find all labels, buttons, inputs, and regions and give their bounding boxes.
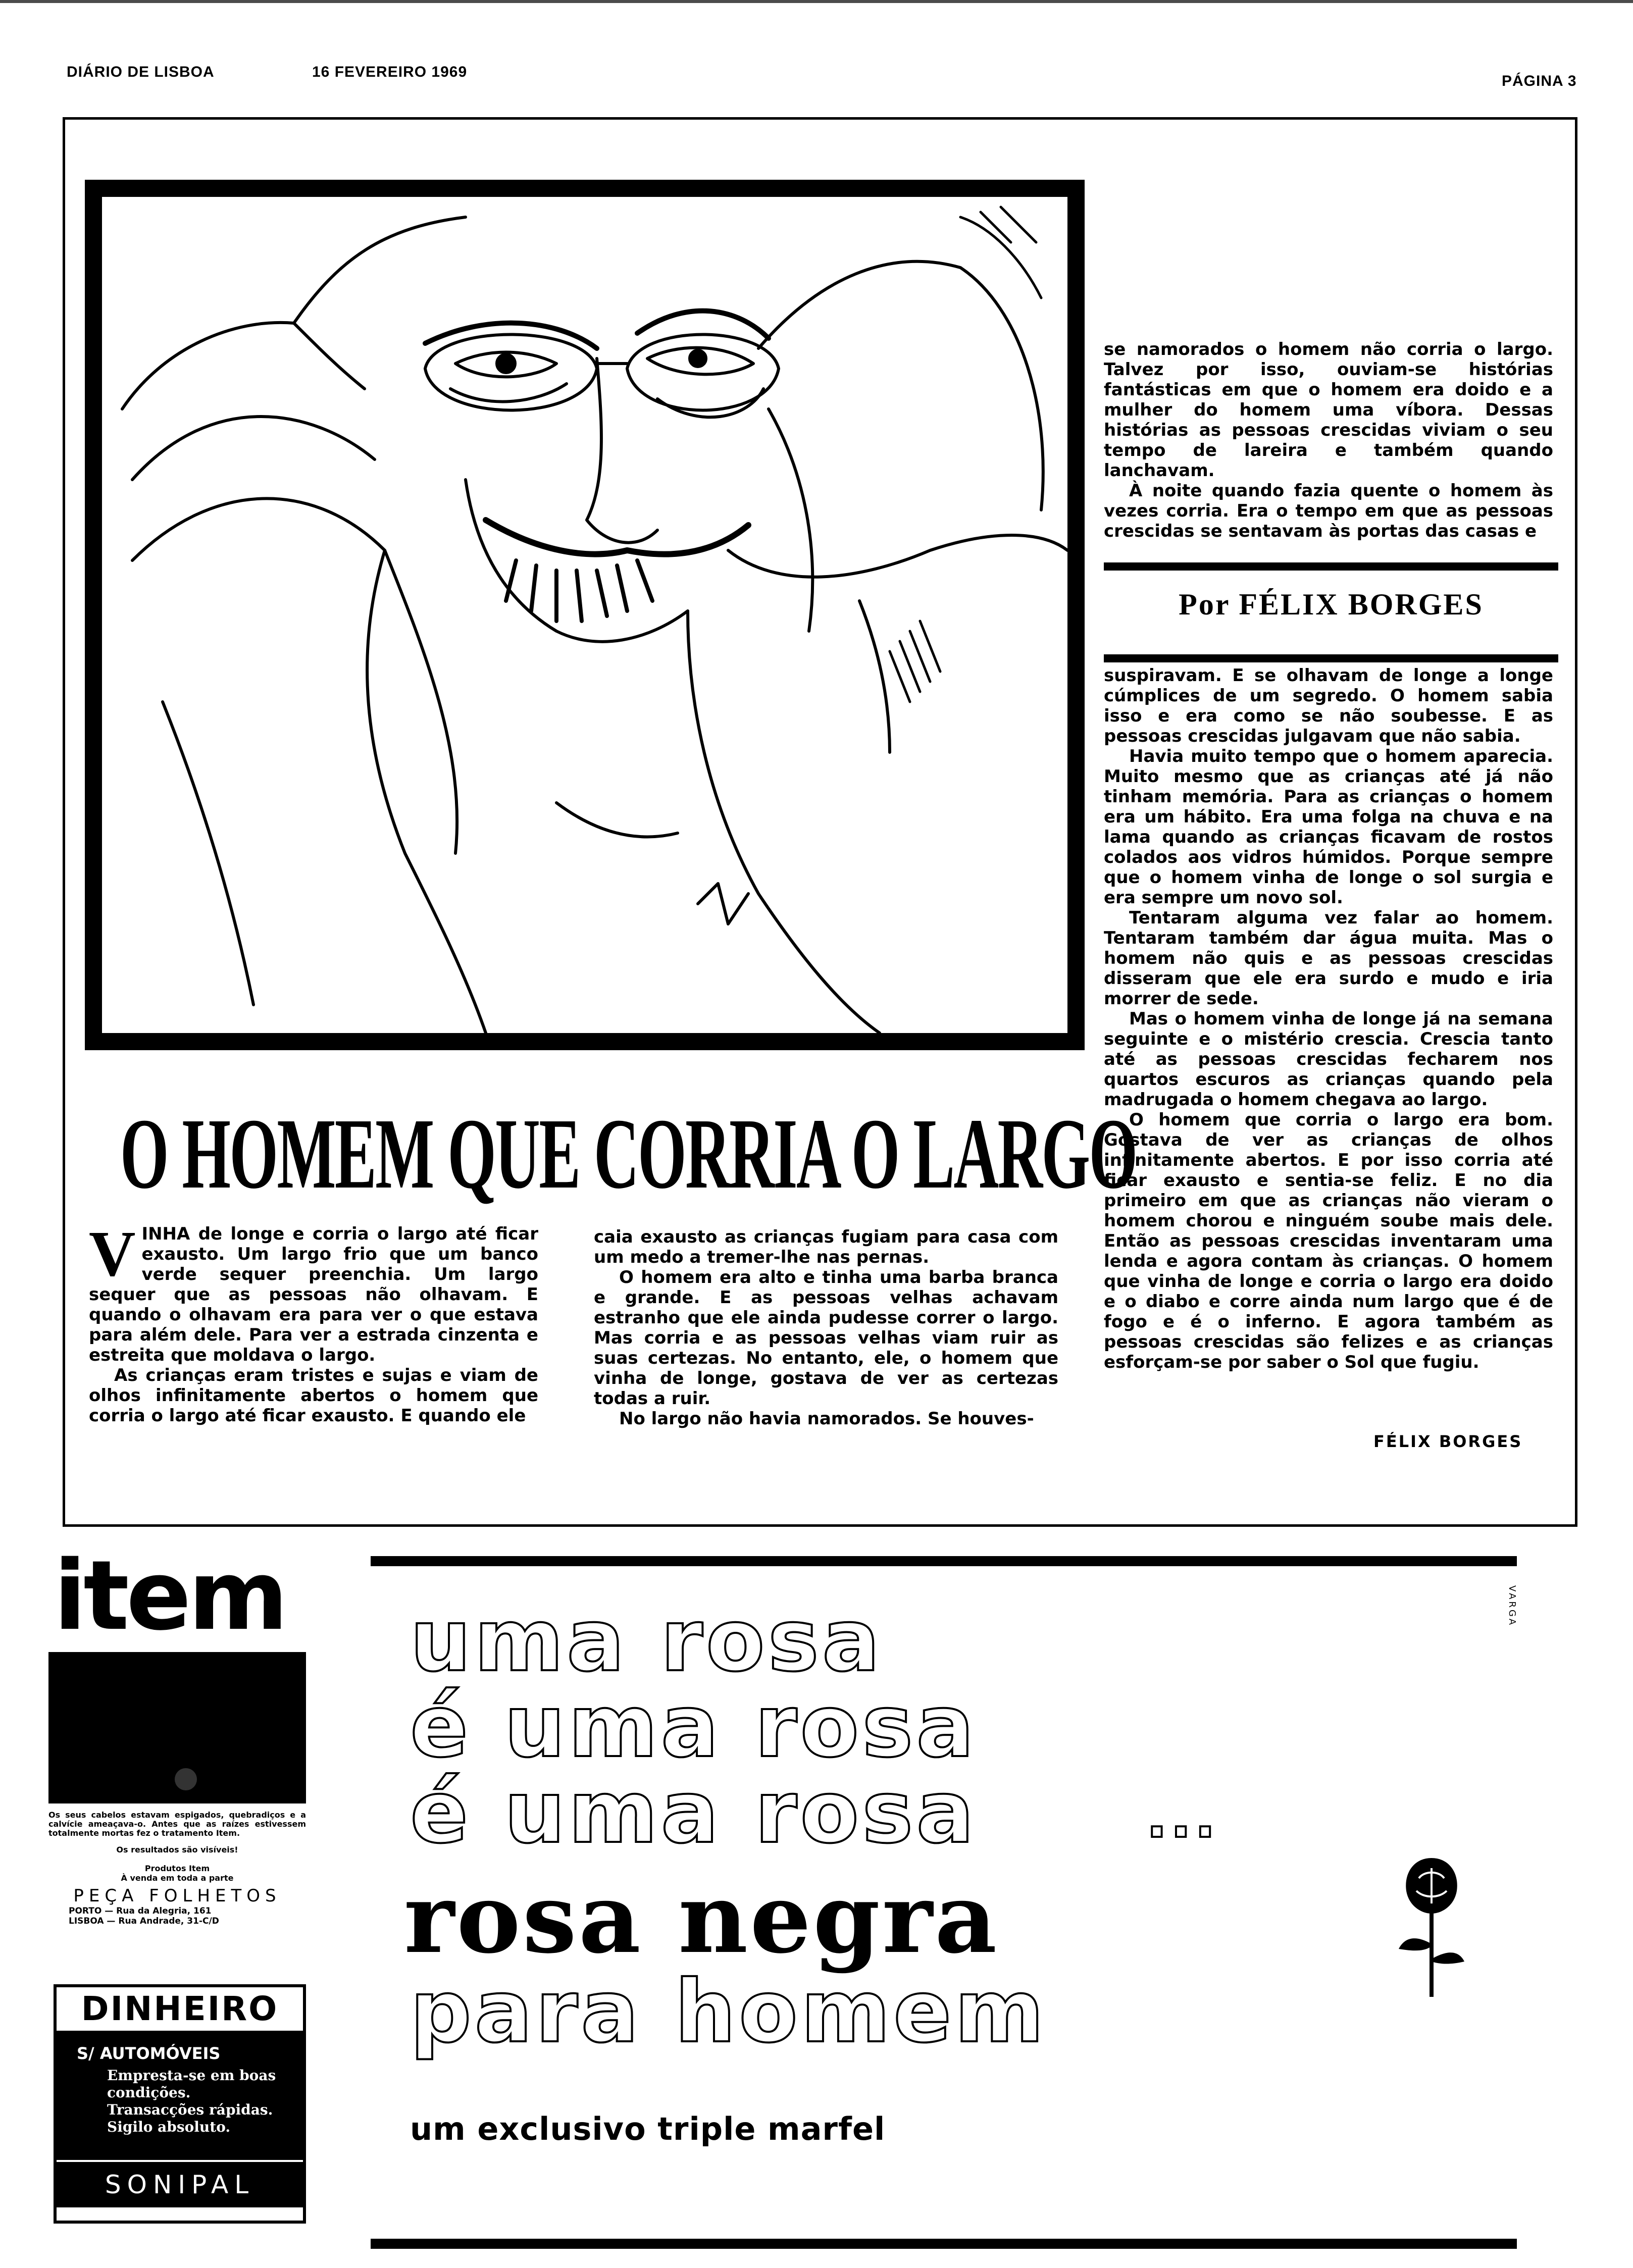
bearded-man-illustration [102, 197, 1067, 1033]
dinheiro-body [57, 2034, 303, 2160]
paragraph: À noite quando fazia quente o homem às vezes corria. Era o tempo em que as pessoas crescidas se sentavam às portas das casas e [1104, 481, 1553, 541]
item-copy: Os seus cabelos estavam espigados, quebradiços e a calvície ameaçava-o. Antes que as raízes estivessem totalmente mortas fez o tratamento Item. [48, 1810, 306, 1838]
para-homem: para homem [410, 1962, 1047, 2062]
dinheiro-ad [54, 1984, 306, 2224]
paragraph: Tentaram alguma vez falar ao homem. Tentaram também dar água muita. Mas o homem não quis e as pessoas crescidas disseram que ele era surdo e mudo e iria morrer de sede. [1104, 908, 1553, 1009]
ad-top-rule [371, 1556, 1517, 1566]
issue-date: 16 FEVEREIRO 1969 [312, 64, 468, 80]
item-products: Produtos Item [144, 1864, 210, 1873]
illustration-frame [85, 180, 1085, 1050]
item-result: Os resultados são visíveis! [116, 1845, 238, 1854]
item-lisboa-address: LISBOA — Rua Andrade, 31-C/D [69, 1916, 219, 1926]
column-3-bottom [1104, 665, 1553, 1372]
dinheiro-brand: SONIPAL [57, 2160, 303, 2207]
ad-bottom-rule [371, 2239, 1517, 2249]
paragraph: INHA de longe e corria o largo até ficar exausto. Um largo frio que um banco verde sequer preenchia. Um largo sequer que as pessoas não olhavam. E quando o olhavam era para ver o que estava para além dele. Para ver a estrada cinzenta e estreita que moldava o largo. [89, 1224, 538, 1365]
drop-cap: V [89, 1218, 136, 1290]
rosa-line-2: é uma rosa [410, 1677, 978, 1777]
item-cta: PEÇA FOLHETOS [73, 1886, 281, 1906]
newspaper-name: DIÁRIO DE LISBOA [67, 64, 215, 80]
dinheiro-title: DINHEIRO [57, 1987, 303, 2034]
item-brand: item [54, 1540, 285, 1652]
column-3-top [1104, 339, 1553, 541]
paragraph: caia exausto as crianças fugiam para casa com um medo a tremer-lhe nas pernas. [594, 1227, 1058, 1267]
author-signature: FÉLIX BORGES [1373, 1432, 1523, 1451]
paragraph: suspiravam. E se olhavam de longe a longe cúmplices de um segredo. O homem sabia isso e era como se não soubesse. E as pessoas crescidas julgavam que não sabia. [1104, 665, 1553, 746]
column-1 [89, 1218, 538, 1426]
paragraph: Mas o homem vinha de longe já na semana seguinte e o mistério crescia. Crescia tanto até as pessoas crescidas fecharem nos quartos escuros as crianças quando pela madrugada o homem chegava ao largo. [1104, 1009, 1553, 1110]
paragraph: No largo não havia namorados. Se houves- [619, 1409, 1034, 1429]
rose-icon [1394, 1848, 1469, 1999]
dinheiro-subtitle: S/ AUTOMÓVEIS [77, 2044, 221, 2063]
rosa-dots: ... [1146, 1785, 1219, 1850]
paragraph: As crianças eram tristes e sujas e viam de olhos infinitamente abertos o homem que corria o largo até ficar exausto. E quando ele [89, 1365, 538, 1426]
paragraph: Havia muito tempo que o homem aparecia. Muito mesmo que as crianças até já não tinham memória. Para as crianças o homem era um hábito. Era uma folga na chuva e na lama quando as crianças ficavam de rostos colados aos vidros húmidos. Porque sempre que o homem vinha de longe o sol surgia e era sempre um novo sol. [1104, 746, 1553, 908]
paragraph: O homem que corria o largo era bom. Gostava de ver as crianças de olhos infinitamente abertos. E por isso corria até ficar exausto e sentia-se feliz. E no dia primeiro em que as crianças não vieram o homem chorou e ninguém soube mais dele. Então as pessoas crescidas inventaram uma lenda e agora contam às crianças. O homem que vinha de longe e corria o largo era doido e o diabo e corre ainda num largo que é de fogo e é o inferno. E agora também as pessoas crescidas são felizes e as crianças esforçam-se por saber o Sol que fugiu. [1104, 1110, 1553, 1372]
rosa-tagline: um exclusivo triple marfel [410, 2110, 886, 2147]
item-ad [48, 1540, 306, 1962]
paragraph: O homem era alto e tinha uma barba branca e grande. E as pessoas velhas achavam estranho que ele ainda pudesse correr o largo. Mas corria e as pessoas velhas viam ruir as suas certezas. No entanto, ele, o homem que vinha de longe, gostava de ver as certezas todas a ruir. [594, 1267, 1058, 1409]
page-number: PÁGINA 3 [1502, 73, 1577, 89]
headline: O HOMEM QUE CORRIA O LARGO [120, 1098, 1137, 1210]
rosa-line-1: uma rosa [410, 1591, 883, 1691]
item-sold: À venda em toda a parte [121, 1873, 234, 1883]
item-photo [48, 1652, 306, 1803]
byline: Por FÉLIX BORGES [1104, 562, 1558, 662]
paragraph: se namorados o homem não corria o largo. Talvez por isso, ouviam-se histórias fantásticas em que o homem era doido e a mulher do homem uma víbora. Dessas histórias as pessoas crescidas viviam o seu tempo de lareira e também quando lanchavam. [1104, 339, 1553, 481]
dinheiro-copy: Empresta-se em boas condições. Transacções rápidas. Sigilo absoluto. [107, 2067, 276, 2135]
column-2 [594, 1227, 1058, 1429]
item-porto-address: PORTO — Rua da Alegria, 161 [69, 1906, 212, 1916]
rosa-negra-brand: rosa negra [404, 1862, 999, 1975]
artist-credit: VARGA [1507, 1585, 1517, 1627]
top-rule [0, 0, 1633, 3]
rosa-line-3: é uma rosa [410, 1763, 978, 1863]
